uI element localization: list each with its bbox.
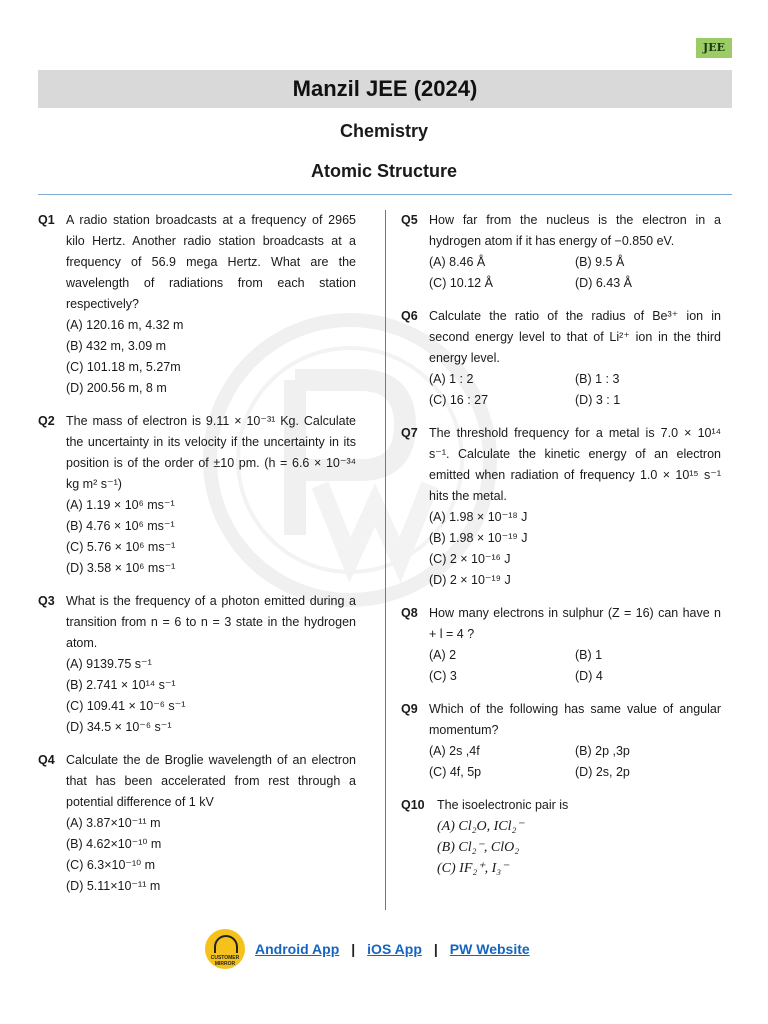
option-c: (C) IF₂⁺, I₃⁻ <box>437 861 509 876</box>
option-b: (B) 9.5 Å <box>575 255 625 269</box>
question-q6 <box>401 306 721 411</box>
option-a: (A) 9139.75 s⁻¹ <box>66 657 152 671</box>
option-c: (C) 16 : 27 <box>429 393 489 407</box>
option-b: (B) 1.98 × 10⁻¹⁹ J <box>429 531 528 545</box>
option-c: (C) 6.3×10⁻¹⁰ m <box>66 858 156 872</box>
question-q9 <box>401 699 721 783</box>
option-d: (D) 3.58 × 10⁶ ms⁻¹ <box>66 561 176 575</box>
column-divider <box>385 210 386 910</box>
exam-tag: JEE <box>696 38 732 58</box>
question-number: Q2 <box>38 414 55 428</box>
option-d: (D) 200.56 m, 8 m <box>66 381 167 395</box>
option-b: (B) 2.741 × 10¹⁴ s⁻¹ <box>66 678 176 692</box>
pw-website-link[interactable]: PW Website <box>449 941 530 957</box>
left-column <box>38 210 356 909</box>
option-a: (A) 1.19 × 10⁶ ms⁻¹ <box>66 498 175 512</box>
option-a: (A) 3.87×10⁻¹¹ m <box>66 816 161 830</box>
option-d: (D) 6.43 Å <box>575 276 632 290</box>
question-text: How many electrons in sulphur (Z = 16) can have n + l = 4 ? <box>429 606 721 641</box>
chapter-heading: Atomic Structure <box>310 161 458 181</box>
subject-heading: Chemistry <box>339 121 429 141</box>
question-number: Q10 <box>401 798 425 812</box>
question-number: Q8 <box>401 606 418 620</box>
android-app-link[interactable]: Android App <box>255 941 340 957</box>
question-q4 <box>38 750 356 897</box>
question-text: What is the frequency of a photon emitted during a transition from n = 6 to n = 3 state in the hydrogen atom. <box>66 594 356 650</box>
question-number: Q6 <box>401 309 418 323</box>
option-a: (A) 1 : 2 <box>429 372 474 386</box>
customer-support-logo-icon: CUSTOMER MIRROR <box>205 929 245 969</box>
question-number: Q3 <box>38 594 55 608</box>
question-q3 <box>38 591 356 738</box>
question-number: Q1 <box>38 213 55 227</box>
option-a: (A) Cl₂O, ICl₂⁻ <box>437 819 524 834</box>
header-divider <box>38 194 732 195</box>
question-text: A radio station broadcasts at a frequency of 2965 kilo Hertz. Another radio station broadcasts at a frequency of 56.9 mega Hertz. What are the wavelength of radiations from each station respectively? <box>66 213 356 311</box>
question-q1 <box>38 210 356 399</box>
footer-links <box>205 928 530 970</box>
option-c: (C) 4f, 5p <box>429 765 482 779</box>
option-c: (C) 5.76 × 10⁶ ms⁻¹ <box>66 540 176 554</box>
page-title: Manzil JEE (2024) <box>38 70 732 108</box>
option-c: (C) 3 <box>429 669 457 683</box>
question-text: Calculate the ratio of the radius of Be³⁺ ion in second energy level to that of Li²⁺ ion in the third energy level. <box>429 309 721 365</box>
question-number: Q7 <box>401 426 418 440</box>
option-a: (A) 8.46 Å <box>429 255 486 269</box>
option-c: (C) 101.18 m, 5.27m <box>66 360 181 374</box>
option-a: (A) 120.16 m, 4.32 m <box>66 318 184 332</box>
question-text: How far from the nucleus is the electron in a hydrogen atom if it has energy of −0.850 eV. <box>429 213 721 248</box>
option-b: (B) Cl₂⁻, ClO₂ <box>437 840 520 855</box>
option-b: (B) 4.62×10⁻¹⁰ m <box>66 837 162 851</box>
option-b: (B) 4.76 × 10⁶ ms⁻¹ <box>66 519 175 533</box>
question-q2 <box>38 411 356 579</box>
question-q5 <box>401 210 721 294</box>
ios-app-link[interactable]: iOS App <box>367 941 422 957</box>
option-d: (D) 3 : 1 <box>575 393 621 407</box>
option-c: (C) 10.12 Å <box>429 276 493 290</box>
option-d: (D) 5.11×10⁻¹¹ m <box>66 879 161 893</box>
option-b: (B) 1 : 3 <box>575 372 620 386</box>
question-number: Q9 <box>401 702 418 716</box>
option-b: (B) 432 m, 3.09 m <box>66 339 167 353</box>
question-number: Q4 <box>38 753 55 767</box>
option-d: (D) 2s, 2p <box>575 765 630 779</box>
option-a: (A) 2 <box>429 648 457 662</box>
option-b: (B) 1 <box>575 648 603 662</box>
link-separator: | <box>351 941 356 957</box>
link-separator: | <box>433 941 438 957</box>
option-c: (C) 109.41 × 10⁻⁶ s⁻¹ <box>66 699 186 713</box>
question-text: The isoelectronic pair is <box>437 798 569 812</box>
option-b: (B) 2p ,3p <box>575 744 630 758</box>
question-q7 <box>401 423 721 591</box>
option-a: (A) 1.98 × 10⁻¹⁸ J <box>429 510 528 524</box>
question-q8 <box>401 603 721 687</box>
option-d: (D) 34.5 × 10⁻⁶ s⁻¹ <box>66 720 172 734</box>
question-text: Which of the following has same value of angular momentum? <box>429 702 721 737</box>
question-q10 <box>401 795 721 879</box>
question-number: Q5 <box>401 213 418 227</box>
question-text: The mass of electron is 9.11 × 10⁻³¹ Kg. Calculate the uncertainty in its velocity if the uncertainty in its position is of the order of ±10 pm. (h = 6.6 × 10⁻³⁴ kg m² s⁻¹) <box>66 414 356 491</box>
question-text: Calculate the de Broglie wavelength of an electron that has been accelerated from rest through a potential difference of 1 kV <box>66 753 356 809</box>
option-d: (D) 4 <box>575 669 603 683</box>
question-text: The threshold frequency for a metal is 7.0 × 10¹⁴ s⁻¹. Calculate the kinetic energy of an electron emitted when radiation of frequency 1.0 × 10¹⁵ s⁻¹ hits the metal. <box>429 426 721 503</box>
option-d: (D) 2 × 10⁻¹⁹ J <box>429 573 511 587</box>
option-c: (C) 2 × 10⁻¹⁶ J <box>429 552 511 566</box>
right-column <box>401 210 721 891</box>
option-a: (A) 2s ,4f <box>429 744 480 758</box>
